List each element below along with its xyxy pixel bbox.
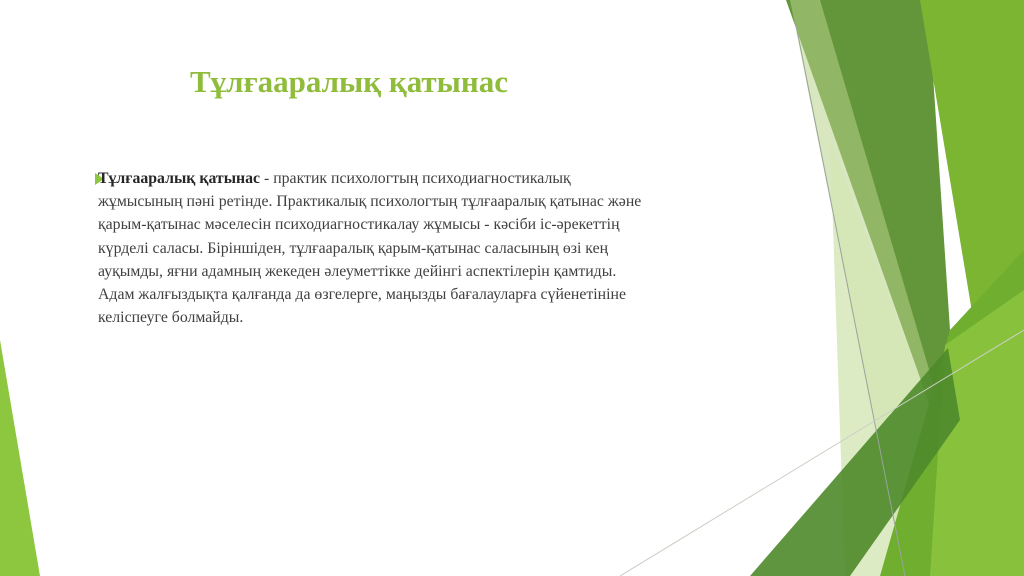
bullet-item <box>95 167 770 327</box>
bullet-line-1 <box>98 167 770 190</box>
bullet-text <box>98 167 770 329</box>
left-green-strip <box>0 340 40 576</box>
bullet-line-3: қарым-қатынас мәселесін психодиагностикалау жұмысы - кәсіби іс-әрекеттің <box>98 216 620 234</box>
bullet-line-6: Адам жалғыздықта қалғанда да өзгелерге, маңызды бағалауларға сүйенетініне <box>98 286 626 304</box>
bullet-line-5: ауқымды, яғни адамның жекеден әлеуметтікке дейінгі аспектілерін қамтиды. <box>98 262 617 280</box>
bullet-term: Тұлғааралық қатынас <box>98 170 261 187</box>
bullet-line-7: келіспеуге болмайды. <box>98 309 244 327</box>
slide-title: Тұлғааралық қатынас <box>190 64 508 99</box>
bullet-line-1-rest: - практик психологтың психодиагностикалық <box>260 170 571 187</box>
bullet-line-4: күрделі саласы. Біріншіден, тұлғааралық қарым-қатынас саласының өзі кең <box>98 239 609 257</box>
bullet-line-2: жұмысының пәні ретінде. Практикалық психологтың тұлғааралық қатынас және <box>98 193 642 211</box>
